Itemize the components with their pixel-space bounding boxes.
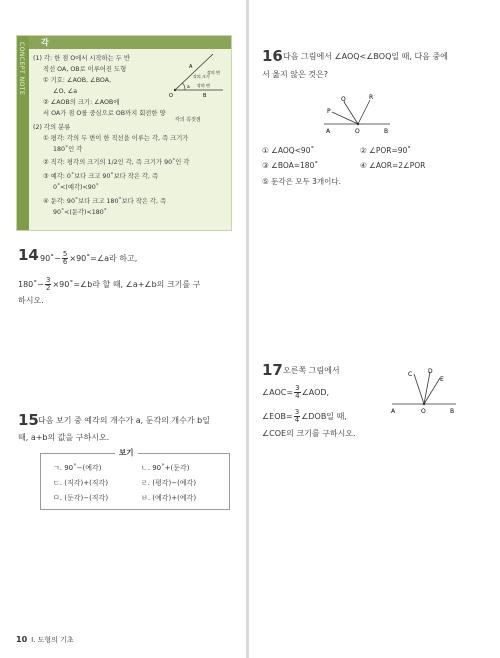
bogi-item: ㄷ. (직각)+(직각) <box>53 479 109 487</box>
answer-choice: ④ ∠AOR=2∠POR <box>360 161 426 170</box>
label-C: C <box>408 371 413 378</box>
concept-line: ④ 둔각: 90˚보다 크고 180˚보다 작은 각, 즉 <box>43 198 167 205</box>
label-O: O <box>355 128 360 135</box>
problem-17-figure <box>388 366 460 416</box>
concept-line: 직선 OA, OB로 이루어진 도형 <box>43 66 127 73</box>
label-A: A <box>326 128 331 135</box>
bogi-box <box>40 448 230 510</box>
label-P: P <box>327 108 331 115</box>
label-B: B <box>203 93 207 99</box>
concept-line: ① 평각: 각의 두 변이 한 직선을 이루는 각, 즉 크기가 <box>43 135 189 142</box>
answer-choice: ③ ∠BOA=180˚ <box>262 161 319 170</box>
bogi-title: 보기 <box>115 447 138 458</box>
problem-16-figure <box>318 92 398 136</box>
angle-figure <box>167 48 229 100</box>
ray-oc <box>414 374 424 404</box>
problem-number: 15 <box>18 411 39 429</box>
concept-line: 0˚<(예각)<90˚ <box>53 184 99 191</box>
ray-or <box>358 100 370 124</box>
label-R: R <box>369 94 374 101</box>
text-part: ∠EOB= <box>262 412 293 421</box>
point-o <box>357 123 359 125</box>
label-A: A <box>391 408 396 415</box>
label-Q: Q <box>341 96 346 103</box>
problem-15-line2: 때, a+b의 값을 구하시오. <box>18 433 110 442</box>
problem-14-line1 <box>40 251 137 266</box>
concept-line: 180˚인 각 <box>53 146 83 153</box>
label-side2: 각의 변 <box>197 83 210 88</box>
problem-17-line3 <box>262 409 347 424</box>
answer-choice: ⑤ 둔각은 모두 3개이다. <box>262 177 341 186</box>
text-part: ∠DOB일 때, <box>301 412 347 421</box>
answer-choice: ① ∠AOQ<90˚ <box>262 146 315 155</box>
text-part: 180˚− <box>18 280 44 289</box>
concept-line: ② 직각: 평각의 크기의 1/2인 각, 즉 크기가 90˚인 각 <box>43 159 190 166</box>
concept-line: 90˚<(둔각)<180˚ <box>53 209 107 216</box>
problem-17-line2 <box>262 385 329 400</box>
label-a: a <box>187 85 190 90</box>
point-o <box>423 403 425 405</box>
text-part: 90˚− <box>40 254 61 263</box>
label-side1: 각의 변 <box>207 70 220 75</box>
bogi-item: ㄹ. (평각)−(예각) <box>141 479 197 487</box>
label-D: D <box>428 368 433 375</box>
concept-line: ② ∠AOB의 크기: ∠AOB에 <box>43 99 120 106</box>
vertex-point <box>174 89 176 91</box>
concept-line: 서 OA가 점 O를 중심으로 OB까지 회전한 양 <box>43 110 166 117</box>
concept-tab <box>17 36 29 230</box>
answer-choice: ② ∠POR=90˚ <box>360 146 412 155</box>
numerator: 5 <box>62 250 68 258</box>
problem-16-line2: 서 옳지 않은 것은? <box>262 70 328 79</box>
concept-title: 각 <box>41 38 49 47</box>
problem-14-line3: 하시오. <box>18 296 44 305</box>
label-O: O <box>421 408 426 415</box>
denominator: 6 <box>62 258 68 266</box>
concept-line: ∠O, ∠a <box>53 88 78 95</box>
problem-16-line1: 다음 그림에서 ∠AOQ<∠BOQ일 때, 다음 중에 <box>283 52 448 61</box>
concept-line: (2) 각의 분류 <box>33 124 71 131</box>
numerator: 3 <box>45 276 51 284</box>
label-B: B <box>450 408 455 415</box>
page-footer <box>16 635 74 645</box>
label-E: E <box>440 376 444 383</box>
label-O: O <box>169 93 173 99</box>
numerator: 3 <box>295 384 300 392</box>
label-vertex: 각의 꼭짓점 <box>175 117 201 123</box>
problem-17-line4: ∠COE의 크기를 구하시오. <box>262 429 356 438</box>
page-number: 10 <box>16 635 28 644</box>
bogi-item: ㅁ. (둔각)−(직각) <box>53 494 109 502</box>
denominator: 4 <box>294 416 300 424</box>
concept-note-box <box>16 35 232 231</box>
label-B: B <box>384 128 389 135</box>
text-part: ×90˚=∠a라 하고, <box>69 254 138 263</box>
bogi-item: ㅂ. (예각)+(예각) <box>141 494 197 502</box>
denominator: 4 <box>295 392 300 400</box>
column-divider <box>246 0 249 658</box>
text-part: ∠AOC= <box>262 388 294 397</box>
fraction <box>294 385 300 400</box>
concept-line: ① 기호: ∠AOB, ∠BOA, <box>43 77 112 84</box>
problem-17-line1: 오른쪽 그림에서 <box>283 366 340 375</box>
angle-arc <box>183 83 186 90</box>
problem-number: 16 <box>262 47 283 65</box>
fraction <box>45 277 51 292</box>
fraction <box>294 409 300 424</box>
concept-tab-label: CONCEPT NOTE <box>18 42 25 96</box>
problem-number: 14 <box>18 246 39 264</box>
text-part: ∠AOD, <box>301 388 330 397</box>
problem-14-line2 <box>18 277 200 292</box>
problem-number: 17 <box>262 361 283 379</box>
bogi-item: ㄴ. 90˚+(둔각) <box>141 464 190 472</box>
bogi-item: ㄱ. 90˚−(예각) <box>53 464 102 472</box>
denominator: 2 <box>45 284 51 292</box>
concept-line: ③ 예각: 0˚보다 크고 90˚보다 작은 각, 즉 <box>43 173 159 180</box>
problem-15-line1: 다음 보기 중 예각의 개수가 a, 둔각의 개수가 b일 <box>38 416 210 425</box>
numerator: 3 <box>294 408 300 416</box>
label-A: A <box>189 64 193 70</box>
label-size: 각의 크기 <box>193 74 210 79</box>
fraction <box>62 251 68 266</box>
text-part: ×90˚=∠b라 할 때, ∠a+∠b의 크기를 구 <box>52 280 201 289</box>
concept-line: (1) 각: 한 점 O에서 시작하는 두 반 <box>33 55 130 62</box>
chapter-title: I. 도형의 기초 <box>31 636 74 644</box>
